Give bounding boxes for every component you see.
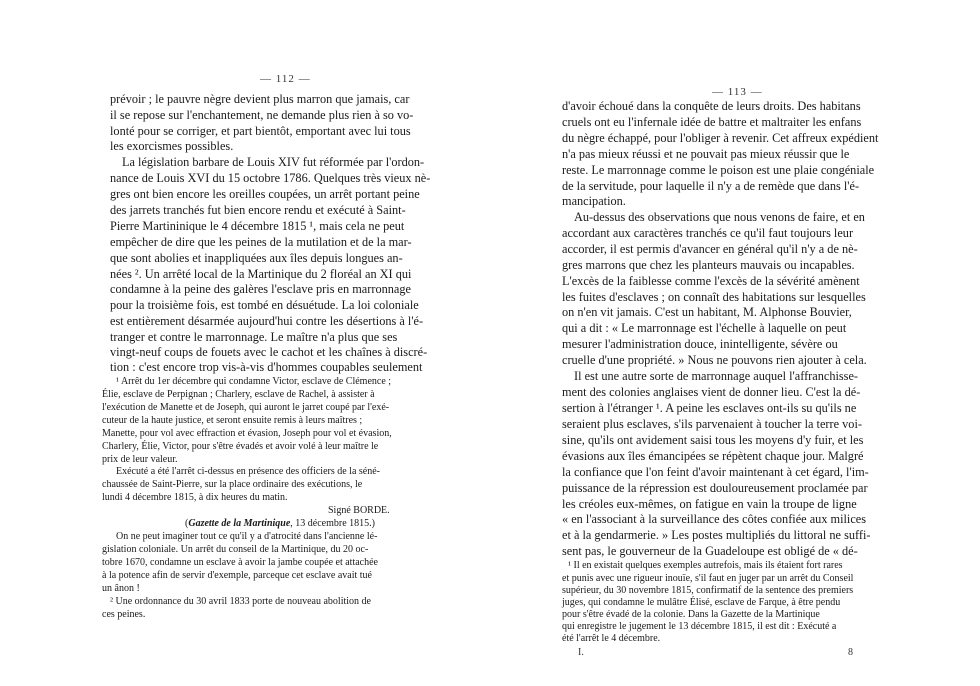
- gazette-citation: (Gazette de la Martinique, 13 décembre 1815.): [185, 518, 375, 529]
- body-line: n'a pas mieux réussi et ne pouvait pas mieux réussir que le: [562, 147, 850, 161]
- body-line: lonté pour se corriger, et part bientôt, emportant avec lui tous: [110, 124, 411, 138]
- body-line: tranger et contre le marronnage. Le maître n'a plus que ses: [110, 330, 398, 344]
- footnote-line: qui enregistre le jugement le 13 décembre 1815, il est dit : Exécuté a: [562, 621, 837, 632]
- signature-mark: I.: [578, 647, 584, 658]
- footnote-line: pour s'être évadé de la colonie. Dans la Gazette de la Martinique: [562, 609, 820, 620]
- footnote-line: juges, qui condamne le mulâtre Élisé, esclave de Farque, à être pendu: [562, 597, 841, 608]
- body-line: mancipation.: [562, 194, 626, 208]
- footnote-line: gislation coloniale. Un arrêt du conseil de la Martinique, du 20 oc-: [102, 544, 369, 555]
- body-line: sine, qu'ils ont avidement saisi tous les moyens d'y fuir, et les: [562, 433, 864, 447]
- body-line: ment des colonies anglaises vient de donner lieu. C'est la dé-: [562, 385, 861, 399]
- body-line: cruels ont eu l'infernale idée de battre et maltraiter les enfans: [562, 115, 862, 129]
- footnote-line: cuteur de la haute justice, et seront ensuite remis à leurs maîtres ;: [102, 415, 363, 426]
- gazette-date: , 13 décembre 1815.): [290, 518, 375, 529]
- body-line: condamne à la peine des galères l'esclave pris en marronnage: [110, 282, 411, 296]
- gazette-title: Gazette de la Martinique: [188, 518, 291, 529]
- sheet-number: 8: [848, 647, 853, 658]
- body-line: de la servitude, pour laquelle il n'y a de remède que dans l'é-: [562, 179, 860, 193]
- footnote-line: un ânon !: [102, 583, 140, 594]
- body-line: des jarrets tranchés fut bien encore rendu et exécuté à Saint-: [110, 203, 406, 217]
- body-line: vingt-neuf coups de fouets avec le cachot et les chaînes à discré-: [110, 345, 428, 359]
- body-line: on n'en vit jamais. C'est un habitant, M. Alphonse Bouvier,: [562, 305, 852, 319]
- body-line: « en l'associant à la surveillance des côtes confiée aux milices: [562, 512, 867, 526]
- footnote-line: et punis avec une rigueur inouïe, s'il faut en juger par un arrêt du Conseil: [562, 573, 854, 584]
- body-line: nées ². Un arrêté local de la Martinique du 2 floréal an XI qui: [110, 267, 412, 281]
- body-line: empêcher de dire que les peines de la mutilation et de la mar-: [110, 235, 412, 249]
- body-line: gres ont bien encore les oreilles coupées, un arrêt portant peine: [110, 187, 420, 201]
- body-line: accorder, il est permis d'avancer en général qu'il n'y a de nè-: [562, 242, 858, 256]
- footnote-line: supérieur, du 30 novembre 1815, confirmatif de la sentence des premiers: [562, 585, 854, 596]
- footnote-line: prix de leur valeur.: [102, 454, 178, 465]
- body-line: Au-dessus des observations que nous venons de faire, et en: [574, 210, 865, 224]
- body-line: nance de Louis XVI du 15 octobre 1786. Quelques très vieux nè-: [110, 171, 431, 185]
- body-line: il se repose sur l'enchantement, ne demande plus rien à so vo-: [110, 108, 414, 122]
- body-line: seraient plus esclaves, s'ils parvenaient à toucher la terre voi-: [562, 417, 862, 431]
- body-line: mesurer l'administration douce, inintelligente, sévère ou: [562, 337, 838, 351]
- body-line: accordant aux caractères tranchés ce qu'il faut toujours leur: [562, 226, 854, 240]
- body-line: du nègre échappé, pour l'obliger à revenir. Cet affreux expédient: [562, 131, 879, 145]
- body-line: les exorcismes possibles.: [110, 139, 234, 153]
- footnote-line: ¹ Arrêt du 1er décembre qui condamne Victor, esclave de Clémence ;: [116, 376, 392, 387]
- body-line: Il est une autre sorte de marronnage auquel l'affranchisse-: [574, 369, 859, 383]
- body-line: est entièrement désarmée aujourd'hui contre les désertions à l'é-: [110, 314, 424, 328]
- footnote-line: ces peines.: [102, 609, 146, 620]
- signature: Signé BORDE.: [328, 505, 390, 516]
- footnote-line: On ne peut imaginer tout ce qu'il y a d'atrocité dans l'ancienne lé-: [116, 531, 378, 542]
- footnote-line: lundi 4 décembre 1815, à dix heures du matin.: [102, 492, 288, 503]
- body-line: tion : c'est encore trop vis-à-vis d'hommes coupables seulement: [110, 360, 423, 374]
- body-line: sertion à l'étranger ¹. A peine les esclaves ont-ils su qu'ils ne: [562, 401, 857, 415]
- body-line: évasions aux îles émancipées se répètent chaque jour. Malgré: [562, 449, 864, 463]
- footnote-line: Exécuté a été l'arrêt ci-dessus en présence des officiers de la séné-: [116, 466, 380, 477]
- footnote-line: ² Une ordonnance du 30 avril 1833 porte de nouveau abolition de: [110, 596, 371, 607]
- body-line: puissance de la répression est douloureusement proclamée par: [562, 481, 868, 495]
- footnote-line: été l'arrêt le 4 décembre.: [562, 633, 661, 644]
- footnote-line: à la potence afin de servir d'exemple, parceque cet esclave avait tué: [102, 570, 372, 581]
- footnote-line: tobre 1670, condamne un esclave à avoir la jambe coupée et attachée: [102, 557, 378, 568]
- footnote-line: ¹ Il en existait quelques exemples autrefois, mais ils étaient fort rares: [568, 560, 843, 571]
- body-line: et à la gendarmerie. » Les postes multipliés du littoral ne suffi-: [562, 528, 871, 542]
- body-line: la confiance que l'on feint d'avoir maintenant à cet égard, l'im-: [562, 465, 869, 479]
- body-line: les créoles eux-mêmes, on fatigue en vain la troupe de ligne: [562, 497, 857, 511]
- left-page-number: — 112 —: [260, 73, 311, 85]
- body-line: Pierre Martininique le 4 décembre 1815 ¹, mais cela ne peut: [110, 219, 405, 233]
- footnote-line: Charlery, Élie, Victor, pour s'être évadés et avoir volé à leur maître le: [102, 441, 379, 452]
- footnote-line: Manette, pour vol avec effraction et évasion, Joseph pour vol et évasion,: [102, 428, 392, 439]
- body-line: La législation barbare de Louis XIV fut réformée par l'ordon-: [122, 155, 425, 169]
- body-line: d'avoir échoué dans la conquête de leurs droits. Des habitans: [562, 99, 861, 113]
- footnote-line: Élie, esclave de Perpignan ; Charlery, esclave de Rachel, à assister à: [102, 389, 375, 400]
- body-line: L'excès de la faiblesse comme l'excès de la sévérité amènent: [562, 274, 860, 288]
- body-line: cruelle d'une propriété. » Nous ne pouvons rien ajouter à cela.: [562, 353, 867, 367]
- body-line: que sont abolies et inappliquées aux îles depuis longues an-: [110, 251, 403, 265]
- footnote-line: chaussée de Saint-Pierre, sur la place ordinaire des exécutions, le: [102, 479, 363, 490]
- body-line: pour la troisième fois, est tombé en désuétude. La loi coloniale: [110, 298, 419, 312]
- body-line: reste. Le marronnage comme le poison est une plaie congéniale: [562, 163, 875, 177]
- footnote-line: l'exécution de Manette et de Joseph, qui auront le jarret coupé par l'exé-: [102, 402, 390, 413]
- right-page-number: — 113 —: [712, 86, 763, 98]
- body-line: prévoir ; le pauvre nègre devient plus marron que jamais, car: [110, 92, 410, 106]
- body-line: qui a dit : « Le marronnage est l'échelle à laquelle on peut: [562, 321, 847, 335]
- body-line: sent pas, le gouverneur de la Guadeloupe est obligé de « dé-: [562, 544, 858, 558]
- body-line: les fuites d'esclaves ; on connaît des habitations sur lesquelles: [562, 290, 866, 304]
- body-line: gres marrons que chez les planteurs mauvais ou incapables.: [562, 258, 855, 272]
